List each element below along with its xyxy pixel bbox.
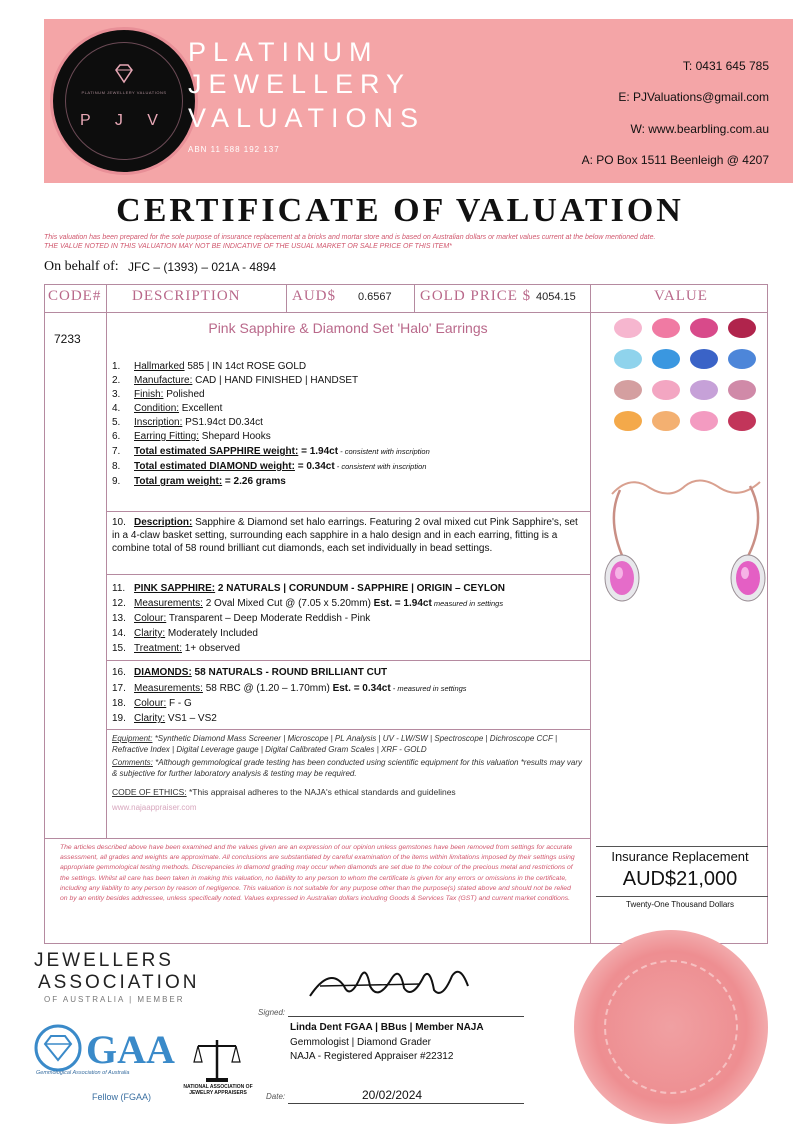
spec-line-2 bbox=[112, 374, 358, 387]
line-number: 16. bbox=[112, 667, 126, 678]
description-block bbox=[112, 516, 586, 555]
total-label: Total estimated DIAMOND weight: bbox=[134, 461, 295, 472]
gaa-fellow: Fellow (FGAA) bbox=[92, 1092, 152, 1102]
line-number: 4. bbox=[112, 403, 121, 414]
signer-name: Linda Dent FGAA | BBus | Member NAJA bbox=[290, 1022, 484, 1033]
equipment-block bbox=[112, 733, 586, 755]
spec-value: VS1 – VS2 bbox=[165, 713, 217, 724]
gem-swatch bbox=[652, 349, 680, 369]
spec-value: Transparent – Deep Moderate Reddish - Pink bbox=[166, 613, 371, 624]
spec-label: Colour: bbox=[134, 698, 167, 709]
spec-estimate: Est. = 0.34ct bbox=[329, 683, 391, 694]
line-number: 3. bbox=[112, 389, 121, 400]
total-label: Total gram weight: bbox=[134, 476, 223, 487]
line-number: 8. bbox=[112, 461, 121, 472]
ethics-label: CODE OF ETHICS: bbox=[112, 787, 187, 797]
line-number: 14. bbox=[112, 628, 126, 639]
spec-label: Condition: bbox=[134, 403, 180, 414]
line-number: 9. bbox=[112, 476, 121, 487]
line-number: 19. bbox=[112, 713, 126, 724]
spec-value: F - G bbox=[166, 698, 192, 709]
gem-colour-swatches bbox=[610, 316, 760, 446]
spec-label: Treatment: bbox=[134, 643, 182, 654]
sapphire-line-12 bbox=[112, 597, 503, 610]
total-sapphire bbox=[112, 445, 430, 458]
signer-registration: NAJA - Registered Appraiser #22312 bbox=[290, 1051, 454, 1062]
brand-line-1: PLATINUM bbox=[188, 37, 379, 67]
comments-label: Comments: bbox=[112, 758, 153, 767]
spec-label: Manufacture: bbox=[134, 375, 193, 386]
date-label: Date: bbox=[266, 1092, 286, 1101]
gem-swatch bbox=[614, 318, 642, 338]
insurance-words: Twenty-One Thousand Dollars bbox=[626, 900, 734, 909]
insurance-top-rule bbox=[596, 846, 768, 847]
aud-col-divider bbox=[286, 284, 287, 312]
sapphire-line-15 bbox=[112, 642, 240, 655]
signature-image bbox=[300, 956, 480, 1010]
spec-label: Colour: bbox=[134, 613, 167, 624]
section-divider bbox=[106, 660, 590, 661]
total-note: - consistent with inscription bbox=[334, 462, 427, 471]
abn-number: ABN 11 588 192 137 bbox=[188, 145, 280, 154]
equipment-label: Equipment: bbox=[112, 734, 153, 743]
gem-swatch bbox=[690, 411, 718, 431]
fineprint-terms: The articles described above have been examined and the values given are an expression of our opinion unless gemstones have been removed from settings for accurate assessment, all grades and weights are approximate. All conclusions are substantiated by careful examination of the items within limitations imposed by their settings using appropriate gemmological testing methods. Discrepancies in diamond grading may occur when diamonds are set due to the colour of the precious metal and restrictions of the settings. Whilst all care has been taken in making this valuation, no liability to any person to whom the certificate is given for any errors or omissions in the certificate, including any liability to any person by reason of negligence. This valuation is not suitable for any purpose other than the purpose(s) stated above and should not be relied on by an entity besides addressee, unless specifically noted. Values expressed in Australian dollars including Goods & Services Tax (GST) and current market conditions. bbox=[60, 844, 575, 903]
spec-value: 585 | IN 14ct ROSE GOLD bbox=[184, 361, 307, 372]
spec-label: Measurements: bbox=[134, 598, 203, 609]
header-value: VALUE bbox=[654, 288, 708, 304]
line-number: 13. bbox=[112, 613, 126, 624]
logo-inner-ring bbox=[65, 42, 183, 160]
spec-label: Inscription: bbox=[134, 417, 183, 428]
spec-value: Shepard Hooks bbox=[199, 431, 271, 442]
comments-block bbox=[112, 757, 586, 779]
jaa-logo-line1: JEWELLERS bbox=[34, 950, 174, 971]
line-number: 2. bbox=[112, 375, 121, 386]
scales-icon bbox=[192, 1036, 242, 1084]
code-col-divider bbox=[106, 284, 107, 839]
gem-swatch bbox=[652, 380, 680, 400]
line-number: 17. bbox=[112, 683, 126, 694]
spec-label: Clarity: bbox=[134, 628, 166, 639]
spec-value: PS1.94ct D0.34ct bbox=[182, 417, 263, 428]
comments-text: *Although gemmological grade testing has been conducted using scientific equipment for this valuation *results may vary & subjective for further laboratory analysis & testing may be required. bbox=[112, 758, 583, 778]
sapphire-line-13 bbox=[112, 612, 370, 625]
total-diamond bbox=[112, 460, 426, 473]
line-number: 1. bbox=[112, 361, 121, 372]
brand-line-3: VALUATIONS bbox=[188, 103, 426, 133]
contact-address: A: PO Box 1511 Beenleigh @ 4207 bbox=[581, 153, 769, 167]
spec-label: Measurements: bbox=[134, 683, 203, 694]
gem-swatch bbox=[728, 349, 756, 369]
diamonds-label: DIAMONDS: bbox=[134, 667, 192, 678]
spec-label: Finish: bbox=[134, 389, 164, 400]
header-aud: AUD$ bbox=[292, 288, 336, 304]
spec-line-1 bbox=[112, 360, 306, 373]
signer-role: Gemmologist | Diamond Grader bbox=[290, 1037, 431, 1048]
insurance-value: AUD$21,000 bbox=[622, 868, 738, 890]
contact-phone: T: 0431 645 785 bbox=[682, 59, 769, 73]
line-number: 5. bbox=[112, 417, 121, 428]
spec-value: CAD | HAND FINISHED | HANDSET bbox=[192, 375, 359, 386]
gem-swatch bbox=[614, 411, 642, 431]
line-number: 15. bbox=[112, 643, 126, 654]
behalf-value: JFC – (1393) – 021A - 4894 bbox=[128, 260, 277, 274]
earrings-photo bbox=[600, 470, 770, 620]
section-divider bbox=[106, 574, 590, 575]
gem-swatch bbox=[690, 318, 718, 338]
total-label: Total estimated SAPPHIRE weight: bbox=[134, 446, 299, 457]
spec-line-5 bbox=[112, 416, 263, 429]
gem-swatch bbox=[652, 318, 680, 338]
spec-value: Moderately Included bbox=[165, 628, 258, 639]
fineprint-divider bbox=[44, 838, 590, 839]
gem-swatch bbox=[614, 380, 642, 400]
line-number: 10. bbox=[112, 517, 126, 528]
spec-line-4 bbox=[112, 402, 222, 415]
line-number: 7. bbox=[112, 446, 121, 457]
header-row-divider bbox=[44, 312, 768, 313]
diamond-line-18 bbox=[112, 697, 192, 710]
total-value: = 0.34ct bbox=[294, 461, 335, 472]
contact-website: W: www.bearbling.com.au bbox=[630, 122, 769, 136]
certificate-title: CERTIFICATE OF VALUATION bbox=[116, 192, 684, 229]
certificate-date: 20/02/2024 bbox=[362, 1088, 423, 1102]
header-description: DESCRIPTION bbox=[132, 288, 241, 304]
spec-estimate: Est. = 1.94ct bbox=[370, 598, 432, 609]
total-value: = 2.26 grams bbox=[222, 476, 286, 487]
naja-logo-text: NATIONAL ASSOCIATION OF JEWELRY APPRAISERS bbox=[183, 1084, 253, 1096]
line-number: 11. bbox=[112, 583, 126, 594]
logo-monogram: P J V bbox=[80, 112, 168, 129]
gem-swatch bbox=[614, 349, 642, 369]
diamond-icon bbox=[113, 64, 135, 84]
jaa-logo-line3: OF AUSTRALIA | MEMBER bbox=[44, 995, 185, 1004]
brand-line-2: JEWELLERY bbox=[188, 69, 412, 99]
gem-swatch bbox=[728, 318, 756, 338]
value-col-divider bbox=[590, 284, 591, 944]
line-number: 6. bbox=[112, 431, 121, 442]
signature-line bbox=[288, 1016, 524, 1017]
item-title: Pink Sapphire & Diamond Set 'Halo' Earrings bbox=[208, 320, 488, 336]
spec-value: 1+ observed bbox=[181, 643, 241, 654]
spec-value: 2 Oval Mixed Cut @ (7.05 x 5.20mm) bbox=[202, 598, 371, 609]
gem-swatch bbox=[690, 380, 718, 400]
spec-line-6 bbox=[112, 430, 271, 443]
ethics-text: *This appraisal adheres to the NAJA's ethical standards and guidelines bbox=[186, 787, 456, 797]
embossed-seal bbox=[574, 930, 768, 1124]
spec-label: Earring Fitting: bbox=[134, 431, 200, 442]
gold-price-value: 4054.15 bbox=[536, 291, 576, 303]
date-line bbox=[288, 1103, 524, 1104]
disclaimer-line-1: This valuation has been prepared for the sole purpose of insurance replacement at a bricks and mortar store and is based on Australian dollars or market values current at the below mentioned date. bbox=[44, 234, 656, 241]
insurance-label: Insurance Replacement bbox=[611, 849, 749, 864]
description-label: Description: bbox=[134, 517, 193, 528]
gaa-subtitle: Gemmological Association of Australia bbox=[36, 1070, 130, 1076]
gem-swatch bbox=[728, 380, 756, 400]
gaa-logo: GAA bbox=[86, 1027, 175, 1072]
spec-note: - measured in settings bbox=[390, 684, 467, 693]
logo-small-text: PLATINUM JEWELLERY VALUATIONS bbox=[81, 90, 167, 95]
header-banner bbox=[44, 19, 793, 183]
seal-inner-ring bbox=[604, 960, 738, 1094]
diamonds-summary: 58 NATURALS - ROUND BRILLIANT CUT bbox=[191, 667, 388, 678]
line-number: 18. bbox=[112, 698, 126, 709]
sapphire-summary: 2 NATURALS | CORUNDUM - SAPPHIRE | ORIGIN – CEYLON bbox=[215, 583, 505, 594]
diamond-line-17 bbox=[112, 682, 467, 695]
description-text: Sapphire & Diamond set halo earrings. Featuring 2 oval mixed cut Pink Sapphire's, set in a 4-claw basket setting, surrounding each sapphire in a halo design and in each earring, fitting is a combine total of 58 round brilliant cut diamonds, each set individually in bead settings. bbox=[112, 517, 578, 554]
spec-value: 58 RBC @ (1.20 – 1.70mm) bbox=[202, 683, 330, 694]
line-number: 12. bbox=[112, 598, 126, 609]
header-gold-price: GOLD PRICE $ bbox=[420, 288, 532, 304]
spec-label: Hallmarked bbox=[134, 361, 185, 372]
contact-email: E: PJValuations@gmail.com bbox=[618, 90, 769, 104]
diamonds-heading bbox=[112, 666, 387, 679]
section-divider bbox=[106, 729, 590, 730]
gaa-diamond-icon bbox=[34, 1024, 82, 1072]
pjv-logo bbox=[50, 27, 198, 175]
signed-label: Signed: bbox=[258, 1008, 286, 1017]
sapphire-line-14 bbox=[112, 627, 258, 640]
header-code: CODE# bbox=[48, 288, 102, 304]
sapphire-label: PINK SAPPHIRE: bbox=[134, 583, 216, 594]
gem-swatch bbox=[690, 349, 718, 369]
spec-value: Excellent bbox=[179, 403, 223, 414]
diamond-line-19 bbox=[112, 712, 217, 725]
spec-label: Clarity: bbox=[134, 713, 166, 724]
spec-value: Polished bbox=[163, 389, 205, 400]
section-divider bbox=[106, 511, 590, 512]
sapphire-heading bbox=[112, 582, 505, 595]
gem-swatch bbox=[652, 411, 680, 431]
gold-col-divider bbox=[414, 284, 415, 312]
jaa-logo-line2: ASSOCIATION bbox=[38, 972, 200, 993]
equipment-text: *Synthetic Diamond Mass Screener | Microscope | PL Analysis | UV - LW/SW | Spectroscope | Dichroscope CCF | Refractive Index | Digital Leverage gauge | Digital Calibrated Gram Scales | XRF - GOLD bbox=[112, 734, 558, 754]
behalf-label: On behalf of: bbox=[44, 259, 119, 274]
naja-link[interactable]: www.najaappraiser.com bbox=[112, 803, 197, 812]
aud-rate: 0.6567 bbox=[358, 291, 392, 303]
ethics-block bbox=[112, 787, 586, 798]
total-note: - consistent with inscription bbox=[338, 447, 430, 456]
insurance-bottom-rule bbox=[596, 896, 768, 897]
disclaimer-line-2: THE VALUE NOTED IN THIS VALUATION MAY NOT BE INDICATIVE OF THE USUAL MARKET OR SALE PRICE OF THIS ITEM* bbox=[44, 243, 452, 250]
total-gram-weight bbox=[112, 475, 286, 488]
gem-swatch bbox=[728, 411, 756, 431]
item-code: 7233 bbox=[54, 332, 81, 346]
spec-line-3 bbox=[112, 388, 205, 401]
spec-note: measured in settings bbox=[431, 599, 504, 608]
total-value: = 1.94ct bbox=[298, 446, 339, 457]
